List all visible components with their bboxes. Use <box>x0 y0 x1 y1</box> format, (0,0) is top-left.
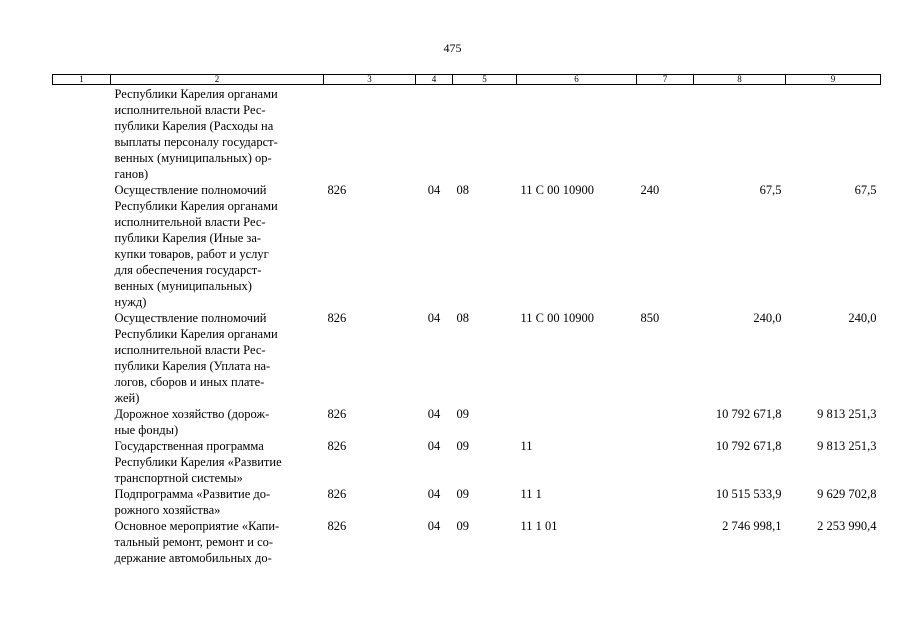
expense-type-cell <box>637 518 694 566</box>
item-name-line: Дорожное хозяйство (дорож- <box>114 407 270 421</box>
amount-year-2-cell <box>786 85 881 183</box>
item-name-line: венных (муниципальных) <box>114 279 252 293</box>
amount-year-2-cell: 9 813 251,3 <box>817 439 877 453</box>
column-header-2: 2 <box>111 75 324 85</box>
item-name-line: Государственная программа <box>114 439 264 453</box>
amount-year-2-cell: 9 629 702,8 <box>817 487 877 501</box>
target-article-cell: 11 С 00 10900 <box>520 183 594 197</box>
item-name-line: публики Карелия (Уплата на- <box>114 359 271 373</box>
column-header-4: 4 <box>416 75 453 85</box>
item-name-line: исполнительной власти Рес- <box>114 343 266 357</box>
item-name-line: для обеспечения государст- <box>114 263 262 277</box>
item-name-cell <box>111 182 324 310</box>
amount-year-1-cell: 10 515 533,9 <box>715 487 782 501</box>
subsection-code-cell: 09 <box>456 519 469 533</box>
ministry-code-cell: 826 <box>327 439 347 453</box>
column-header-3: 3 <box>324 75 416 85</box>
item-name-line: тальный ремонт, ремонт и со- <box>114 535 274 549</box>
item-name-line: венных (муниципальных) ор- <box>114 151 272 165</box>
item-name-cell <box>111 85 324 183</box>
section-code-cell: 04 <box>427 407 441 421</box>
amount-year-1-cell: 10 792 671,8 <box>715 439 782 453</box>
table-row <box>53 406 881 438</box>
subsection-code-cell: 09 <box>456 407 469 421</box>
table-row <box>53 518 881 566</box>
amount-year-2-cell: 2 253 990,4 <box>817 519 877 533</box>
row-number-cell <box>53 438 111 486</box>
item-name-line: публики Карелия (Расходы на <box>114 119 274 133</box>
item-name-cell <box>111 486 324 518</box>
item-name-line: жей) <box>114 391 140 405</box>
row-number-cell <box>53 310 111 406</box>
section-code-cell <box>416 85 453 183</box>
row-number-cell <box>53 182 111 310</box>
item-name-line: публики Карелия (Иные за- <box>114 231 262 245</box>
subsection-code-cell: 08 <box>456 311 469 325</box>
section-code-cell: 04 <box>427 311 441 325</box>
row-number-cell <box>53 406 111 438</box>
item-name-line: Республики Карелия органами <box>114 327 278 341</box>
target-article-cell <box>517 406 637 438</box>
expense-type-cell <box>637 85 694 183</box>
ministry-code-cell: 826 <box>327 407 347 421</box>
expense-type-cell <box>637 486 694 518</box>
amount-year-1-cell: 10 792 671,8 <box>715 407 782 421</box>
amount-year-1-cell <box>694 85 786 183</box>
expense-type-cell <box>637 438 694 486</box>
target-article-cell <box>517 85 637 183</box>
item-name-cell <box>111 438 324 486</box>
item-name-line: ные фонды) <box>114 423 179 437</box>
item-name-line: исполнительной власти Рес- <box>114 103 266 117</box>
item-name-line: Осуществление полномочий <box>114 183 267 197</box>
subsection-code-cell: 09 <box>456 439 469 453</box>
column-header-1: 1 <box>53 75 111 85</box>
item-name-line: Осуществление полномочий <box>114 311 267 325</box>
amount-year-1-cell: 240,0 <box>753 311 782 325</box>
amount-year-1-cell: 67,5 <box>759 183 782 197</box>
budget-table <box>52 74 881 566</box>
item-name-cell <box>111 310 324 406</box>
amount-year-1-cell: 2 746 998,1 <box>722 519 782 533</box>
table-row <box>53 486 881 518</box>
target-article-cell: 11 <box>520 439 533 453</box>
expense-type-cell: 240 <box>640 183 660 197</box>
table-row <box>53 182 881 310</box>
item-name-line: держание автомобильных до- <box>114 551 272 565</box>
row-number-cell <box>53 518 111 566</box>
ministry-code-cell: 826 <box>327 183 347 197</box>
item-name-line: ганов) <box>114 167 149 181</box>
subsection-code-cell: 09 <box>456 487 469 501</box>
item-name-line: выплаты персоналу государст- <box>114 135 278 149</box>
section-code-cell: 04 <box>427 519 441 533</box>
item-name-line: Республики Карелия органами <box>114 87 278 101</box>
amount-year-2-cell: 67,5 <box>854 183 877 197</box>
ministry-code-cell: 826 <box>327 311 347 325</box>
amount-year-2-cell: 9 813 251,3 <box>817 407 877 421</box>
item-name-line: Основное мероприятие «Капи- <box>114 519 280 533</box>
item-name-cell <box>111 406 324 438</box>
subsection-code-cell: 08 <box>456 183 469 197</box>
amount-year-2-cell: 240,0 <box>848 311 877 325</box>
column-header-7: 7 <box>637 75 694 85</box>
item-name-line: рожного хозяйства» <box>114 503 221 517</box>
row-number-cell <box>53 486 111 518</box>
expense-type-cell <box>637 406 694 438</box>
column-number-header-row <box>53 75 881 85</box>
ministry-code-cell: 826 <box>327 519 347 533</box>
ministry-code-cell <box>324 85 416 183</box>
item-name-line: исполнительной власти Рес- <box>114 215 266 229</box>
column-header-9: 9 <box>786 75 881 85</box>
ministry-code-cell: 826 <box>327 487 347 501</box>
item-name-line: Республики Карелия органами <box>114 199 278 213</box>
section-code-cell: 04 <box>427 487 441 501</box>
target-article-cell: 11 С 00 10900 <box>520 311 594 325</box>
expense-type-cell: 850 <box>640 311 660 325</box>
table-row <box>53 438 881 486</box>
item-name-cell <box>111 518 324 566</box>
section-code-cell: 04 <box>427 439 441 453</box>
item-name-line: транспортной системы» <box>114 471 243 485</box>
section-code-cell: 04 <box>427 183 441 197</box>
item-name-line: нужд) <box>114 295 147 309</box>
column-header-6: 6 <box>517 75 637 85</box>
target-article-cell: 11 1 01 <box>520 519 558 533</box>
row-number-cell <box>53 85 111 183</box>
column-header-8: 8 <box>694 75 786 85</box>
item-name-line: Республики Карелия «Развитие <box>114 455 282 469</box>
item-name-line: купки товаров, работ и услуг <box>114 247 269 261</box>
target-article-cell: 11 1 <box>520 487 542 501</box>
item-name-line: логов, сборов и иных плате- <box>114 375 265 389</box>
page-number: 475 <box>443 41 462 55</box>
table-row <box>53 310 881 406</box>
subsection-code-cell <box>453 85 517 183</box>
column-header-5: 5 <box>453 75 517 85</box>
item-name-line: Подпрограмма «Развитие до- <box>114 487 271 501</box>
table-row <box>53 85 881 183</box>
